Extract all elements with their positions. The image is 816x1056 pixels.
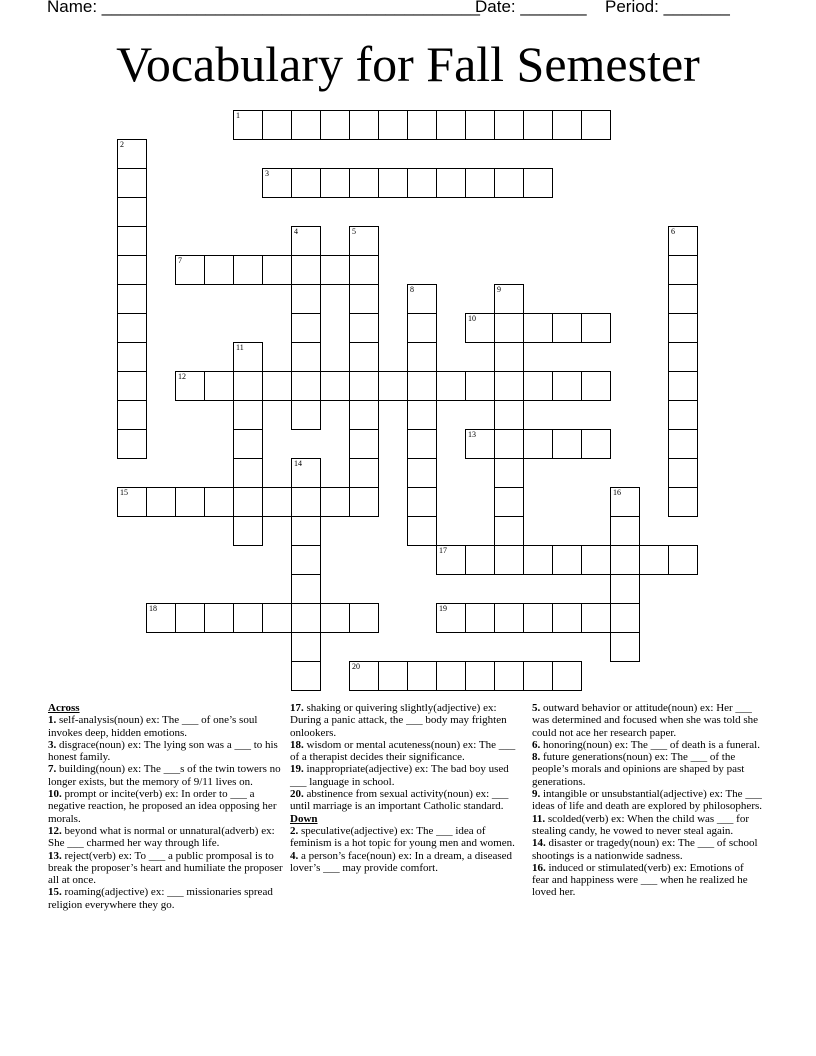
grid-cell[interactable]: [117, 429, 147, 459]
grid-cell[interactable]: [523, 545, 553, 575]
grid-cell[interactable]: [291, 545, 321, 575]
grid-cell[interactable]: [262, 110, 292, 140]
grid-cell[interactable]: [204, 603, 234, 633]
clue-item-text: intangible or unsubstantial(adjective) ex: The ___ ideas of life and death are explored by philosophers.: [532, 788, 763, 813]
grid-cell[interactable]: [320, 371, 350, 401]
clue-item-text: wisdom or mental acuteness(noun) ex: The ___ of a therapist decides their significance.: [290, 738, 516, 764]
clue-item-text: beyond what is normal or unnatural(adverb) ex: She ___ charmed her way through life.: [48, 824, 275, 850]
grid-cell[interactable]: [117, 226, 147, 256]
clue-item-text: building(noun) ex: The ___s of the twin towers no longer exists, but the memory of 9/11 lives on.: [48, 763, 281, 788]
grid-cell[interactable]: [291, 342, 321, 372]
clue-item-number: 9.: [532, 788, 541, 801]
grid-cell[interactable]: [407, 110, 437, 140]
clue-number: 15: [120, 488, 128, 497]
grid-cell[interactable]: [494, 487, 524, 517]
clue-number: 5: [352, 227, 356, 236]
grid-cell[interactable]: [349, 226, 379, 256]
grid-cell[interactable]: [465, 313, 495, 343]
clue-number: 7: [178, 256, 182, 265]
grid-cell[interactable]: [349, 487, 379, 517]
clue-number: 19: [439, 604, 447, 613]
grid-cell[interactable]: [291, 371, 321, 401]
grid-cell[interactable]: [262, 168, 292, 198]
grid-cell[interactable]: [320, 110, 350, 140]
name-field[interactable]: Name: ________________________________________: [47, 0, 480, 16]
clue-item: [532, 813, 762, 838]
grid-cell[interactable]: [668, 371, 698, 401]
clue-item-number: 2.: [290, 824, 299, 837]
clue-number: 13: [468, 430, 476, 439]
grid-cell[interactable]: [552, 545, 582, 575]
grid-cell[interactable]: [349, 603, 379, 633]
grid-cell[interactable]: [291, 458, 321, 488]
clue-number: 8: [410, 285, 414, 294]
clue-number: 3: [265, 169, 269, 178]
clue-number: 2: [120, 140, 124, 149]
grid-cell[interactable]: [291, 255, 321, 285]
clue-item: [48, 886, 284, 911]
grid-cell[interactable]: [175, 487, 205, 517]
clue-item-text: honoring(noun) ex: The ___ of death is a funeral.: [543, 738, 760, 751]
grid-cell[interactable]: [668, 226, 698, 256]
clue-item: [290, 739, 524, 764]
grid-cell[interactable]: [407, 661, 437, 691]
clue-item-number: 3.: [48, 738, 57, 751]
date-field[interactable]: Date: _______: [475, 0, 587, 16]
clue-item-text: roaming(adjective) ex: ___ missionaries spread religion everywhere they go.: [48, 886, 273, 911]
grid-cell[interactable]: [291, 603, 321, 633]
grid-cell[interactable]: [117, 197, 147, 227]
grid-cell[interactable]: [291, 487, 321, 517]
grid-cell[interactable]: [494, 342, 524, 372]
clue-item: [532, 788, 762, 813]
grid-cell[interactable]: [349, 661, 379, 691]
grid-cell[interactable]: [291, 632, 321, 662]
clue-item-number: 20.: [290, 788, 304, 801]
clue-item-number: 18.: [290, 738, 304, 751]
grid-cell[interactable]: [581, 110, 611, 140]
grid-cell[interactable]: [494, 458, 524, 488]
grid-cell[interactable]: [523, 661, 553, 691]
grid-cell[interactable]: [378, 168, 408, 198]
grid-cell[interactable]: [668, 313, 698, 343]
clue-heading: Down: [290, 812, 318, 825]
clue-item: [532, 702, 762, 739]
grid-cell[interactable]: [378, 110, 408, 140]
grid-cell[interactable]: [407, 371, 437, 401]
grid-cell[interactable]: [494, 516, 524, 546]
grid-cell[interactable]: [233, 516, 263, 546]
grid-cell[interactable]: [349, 429, 379, 459]
clue-number: 9: [497, 285, 501, 294]
grid-cell[interactable]: [175, 255, 205, 285]
grid-cell[interactable]: [407, 313, 437, 343]
clue-item: [290, 763, 524, 788]
clue-number: 4: [294, 227, 298, 236]
clue-item-text: shaking or quivering slightly(adjective) ex: During a panic attack, the ___ body may frighten onlookers.: [290, 702, 507, 739]
grid-cell[interactable]: [262, 371, 292, 401]
grid-cell[interactable]: [407, 487, 437, 517]
grid-cell[interactable]: [349, 342, 379, 372]
clue-item-number: 10.: [48, 788, 62, 801]
grid-cell[interactable]: [175, 371, 205, 401]
grid-cell[interactable]: [523, 603, 553, 633]
clue-item: [290, 702, 524, 739]
grid-cell[interactable]: [494, 168, 524, 198]
grid-cell[interactable]: [349, 168, 379, 198]
grid-cell[interactable]: [610, 545, 640, 575]
clue-item: [48, 714, 284, 739]
grid-cell[interactable]: [610, 516, 640, 546]
grid-cell[interactable]: [668, 545, 698, 575]
grid-cell[interactable]: [436, 661, 466, 691]
grid-cell[interactable]: [291, 574, 321, 604]
grid-cell[interactable]: [262, 603, 292, 633]
clue-heading: Across: [48, 702, 80, 714]
header-line: [47, 0, 767, 19]
grid-cell[interactable]: [552, 603, 582, 633]
period-field[interactable]: Period: _______: [605, 0, 730, 16]
grid-cell[interactable]: [349, 110, 379, 140]
clue-item-number: 11.: [532, 812, 546, 825]
clue-item-number: 7.: [48, 763, 57, 776]
clue-item: [48, 739, 284, 764]
clue-item-number: 5.: [532, 702, 541, 714]
grid-cell[interactable]: [291, 168, 321, 198]
clue-item-text: inappropriate(adjective) ex: The bad boy used ___ language in school.: [290, 763, 509, 788]
grid-cell[interactable]: [117, 255, 147, 285]
grid-cell[interactable]: [668, 400, 698, 430]
clue-item: [290, 850, 524, 875]
grid-cell[interactable]: [668, 255, 698, 285]
clue-number: 6: [671, 227, 675, 236]
clue-item: [532, 862, 762, 899]
grid-cell[interactable]: [494, 284, 524, 314]
grid-cell[interactable]: [146, 603, 176, 633]
grid-cell[interactable]: [668, 342, 698, 372]
grid-cell[interactable]: [407, 284, 437, 314]
clue-item: [48, 788, 284, 825]
clue-item-text: speculative(adjective) ex: The ___ idea of feminism is a hot topic for young men and women.: [290, 824, 515, 850]
grid-cell[interactable]: [349, 371, 379, 401]
grid-cell[interactable]: [233, 429, 263, 459]
grid-cell[interactable]: [523, 371, 553, 401]
grid-cell[interactable]: [146, 487, 176, 517]
grid-cell[interactable]: [494, 545, 524, 575]
clue-item-number: 19.: [290, 763, 304, 776]
grid-cell[interactable]: [291, 313, 321, 343]
clue-item-text: future generations(noun) ex: The ___ of the people’s morals and opinions are shaped by past generations.: [532, 751, 745, 788]
grid-cell[interactable]: [668, 284, 698, 314]
grid-cell[interactable]: [668, 487, 698, 517]
clue-number: 1: [236, 111, 240, 120]
grid-cell[interactable]: [204, 255, 234, 285]
grid-cell[interactable]: [581, 429, 611, 459]
grid-cell[interactable]: [581, 371, 611, 401]
clue-item-text: reject(verb) ex: To ___ a public promposal is to break the proposer’s heart and humiliate the proposer all at once.: [48, 849, 283, 887]
clue-column-3: [532, 702, 762, 899]
clue-item: [48, 850, 284, 887]
clue-number: 12: [178, 372, 186, 381]
grid-cell[interactable]: [552, 110, 582, 140]
clue-item: [532, 837, 762, 862]
grid-cell[interactable]: [581, 313, 611, 343]
grid-cell[interactable]: [610, 603, 640, 633]
grid-cell[interactable]: [407, 168, 437, 198]
grid-cell[interactable]: [117, 342, 147, 372]
grid-cell[interactable]: [552, 371, 582, 401]
clue-column-2: [290, 702, 524, 874]
clue-number: 18: [149, 604, 157, 613]
grid-cell[interactable]: [407, 516, 437, 546]
clue-item-number: 14.: [532, 837, 546, 850]
grid-cell[interactable]: [291, 284, 321, 314]
clue-item: [532, 739, 762, 751]
grid-cell[interactable]: [233, 487, 263, 517]
grid-cell[interactable]: [407, 400, 437, 430]
grid-cell[interactable]: [494, 110, 524, 140]
grid-cell[interactable]: [668, 429, 698, 459]
grid-cell[interactable]: [436, 110, 466, 140]
grid-cell[interactable]: [291, 661, 321, 691]
grid-cell[interactable]: [349, 400, 379, 430]
grid-cell[interactable]: [610, 574, 640, 604]
grid-cell[interactable]: [407, 342, 437, 372]
grid-cell[interactable]: [378, 371, 408, 401]
grid-cell[interactable]: [523, 168, 553, 198]
grid-cell[interactable]: [523, 429, 553, 459]
grid-cell[interactable]: [291, 110, 321, 140]
grid-cell[interactable]: [494, 313, 524, 343]
grid-cell[interactable]: [465, 168, 495, 198]
clue-item-number: 12.: [48, 824, 62, 837]
grid-cell[interactable]: [552, 429, 582, 459]
grid-cell[interactable]: [349, 458, 379, 488]
grid-cell[interactable]: [320, 168, 350, 198]
clue-item-number: 8.: [532, 751, 541, 764]
grid-cell[interactable]: [291, 400, 321, 430]
grid-cell[interactable]: [436, 603, 466, 633]
grid-cell[interactable]: [320, 255, 350, 285]
grid-cell[interactable]: [349, 313, 379, 343]
grid-cell[interactable]: [291, 226, 321, 256]
clue-number: 16: [613, 488, 621, 497]
grid-cell[interactable]: [233, 110, 263, 140]
clue-item: [48, 825, 284, 850]
grid-cell[interactable]: [494, 400, 524, 430]
grid-cell[interactable]: [639, 545, 669, 575]
grid-cell[interactable]: [494, 661, 524, 691]
grid-cell[interactable]: [233, 400, 263, 430]
grid-cell[interactable]: [494, 371, 524, 401]
grid-cell[interactable]: [610, 487, 640, 517]
grid-cell[interactable]: [262, 487, 292, 517]
clue-item-number: 17.: [290, 702, 304, 714]
grid-cell[interactable]: [320, 487, 350, 517]
grid-cell[interactable]: [436, 545, 466, 575]
grid-cell[interactable]: [117, 284, 147, 314]
grid-cell[interactable]: [320, 603, 350, 633]
clue-number: 14: [294, 459, 302, 468]
grid-cell[interactable]: [668, 458, 698, 488]
grid-cell[interactable]: [610, 632, 640, 662]
grid-cell[interactable]: [552, 661, 582, 691]
grid-cell[interactable]: [262, 255, 292, 285]
clue-number: 10: [468, 314, 476, 323]
grid-cell[interactable]: [291, 516, 321, 546]
clue-item: [290, 825, 524, 850]
grid-cell[interactable]: [117, 313, 147, 343]
clue-item-text: self-analysis(noun) ex: The ___ of one’s soul invokes deep, hidden emotions.: [48, 714, 258, 739]
grid-cell[interactable]: [204, 487, 234, 517]
grid-cell[interactable]: [349, 284, 379, 314]
grid-cell[interactable]: [465, 429, 495, 459]
clue-item-number: 6.: [532, 738, 541, 751]
grid-cell[interactable]: [552, 313, 582, 343]
grid-cell[interactable]: [581, 545, 611, 575]
clue-item-text: a person’s face(noun) ex: In a dream, a diseased lover’s ___ may provide comfort.: [290, 849, 513, 874]
grid-cell[interactable]: [117, 168, 147, 198]
grid-cell[interactable]: [407, 429, 437, 459]
grid-cell[interactable]: [233, 603, 263, 633]
clue-item: [290, 788, 524, 813]
clue-column-1: [48, 702, 284, 911]
clue-item-text: prompt or incite(verb) ex: In order to ___ a negative reaction, he proposed an idea opposing her morals.: [48, 788, 277, 825]
page-title: Vocabulary for Fall Semester: [116, 36, 700, 92]
grid-cell[interactable]: [233, 255, 263, 285]
grid-cell[interactable]: [436, 371, 466, 401]
clue-item-text: induced or stimulated(verb) ex: Emotions of fear and happiness were ___ when he realized he loved her.: [532, 861, 748, 899]
grid-cell[interactable]: [465, 545, 495, 575]
grid-cell[interactable]: [523, 313, 553, 343]
clue-item-number: 1.: [48, 714, 57, 727]
clue-item-number: 4.: [290, 849, 299, 862]
clue-item-text: abstinence from sexual activity(noun) ex: ___ until marriage is an important Catholic standard.: [290, 788, 509, 813]
grid-cell[interactable]: [233, 371, 263, 401]
grid-cell[interactable]: [465, 603, 495, 633]
grid-cell[interactable]: [175, 603, 205, 633]
grid-cell[interactable]: [117, 487, 147, 517]
clue-item-number: 13.: [48, 849, 62, 862]
clue-item-text: disaster or tragedy(noun) ex: The ___ of school shootings is a nationwide sadness.: [532, 837, 758, 862]
grid-cell[interactable]: [233, 458, 263, 488]
grid-cell[interactable]: [407, 458, 437, 488]
grid-cell[interactable]: [233, 342, 263, 372]
clue-item-text: disgrace(noun) ex: The lying son was a ___ to his honest family.: [48, 738, 278, 764]
grid-cell[interactable]: [117, 371, 147, 401]
grid-cell[interactable]: [378, 661, 408, 691]
grid-cell[interactable]: [465, 110, 495, 140]
grid-cell[interactable]: [436, 168, 466, 198]
clue-item-text: outward behavior or attitude(noun) ex: Her ___ was determined and focused when she was told she could not ace her research paper.: [532, 702, 759, 739]
clue-item: [48, 763, 284, 788]
grid-cell[interactable]: [465, 371, 495, 401]
grid-cell[interactable]: [523, 110, 553, 140]
grid-cell[interactable]: [494, 603, 524, 633]
clue-number: 17: [439, 546, 447, 555]
grid-cell[interactable]: [581, 603, 611, 633]
clue-item-number: 16.: [532, 861, 546, 874]
grid-cell[interactable]: [494, 429, 524, 459]
grid-cell[interactable]: [349, 255, 379, 285]
grid-cell[interactable]: [204, 371, 234, 401]
grid-cell[interactable]: [117, 400, 147, 430]
grid-cell[interactable]: [117, 139, 147, 169]
clue-item: [532, 751, 762, 788]
clue-item-text: scolded(verb) ex: When the child was ___ for stealing candy, he vowed to never steal again.: [532, 812, 749, 837]
clue-item-number: 15.: [48, 886, 62, 899]
clue-number: 20: [352, 662, 360, 671]
grid-cell[interactable]: [465, 661, 495, 691]
clue-number: 11: [236, 343, 244, 352]
